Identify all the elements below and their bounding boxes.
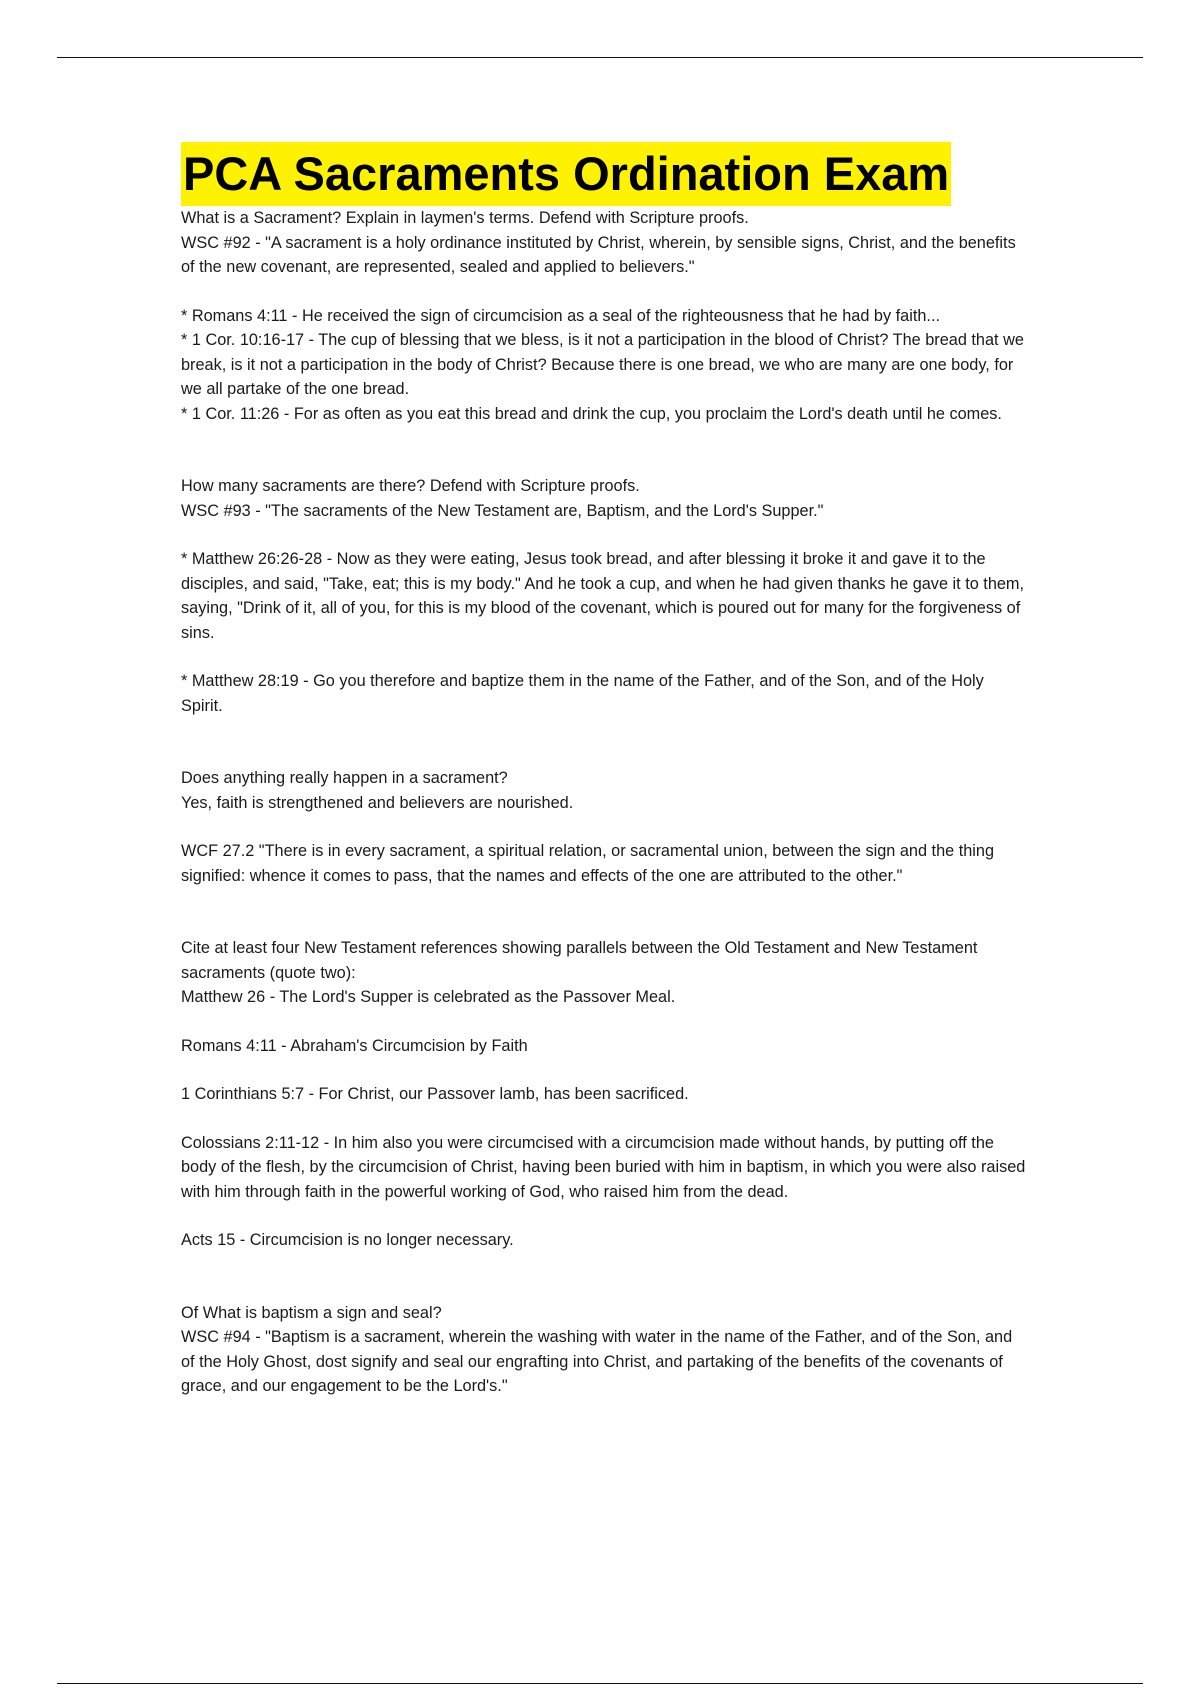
spacer xyxy=(181,426,1026,474)
spacer xyxy=(181,523,1026,547)
answer-text: WSC #94 - "Baptism is a sacrament, wherein the washing with water in the name of the Father, and of the Son, and of the Holy Ghost, dost signify and seal our engrafting into Christ, and partaking of the benefits of the covenants of grace, and our engagement to be the Lord's." xyxy=(181,1328,1017,1395)
scripture-reference: * Matthew 26:26-28 - Now as they were eating, Jesus took bread, and after blessing it broke it and gave it to the disciples, and said, "Take, eat; this is my body." And he took a cup, and when he had given thanks he gave it to them, saying, "Drink of it, all of you, for this is my blood of the covenant, which is poured out for many for the forgiveness of sins. xyxy=(181,550,1029,642)
spacer xyxy=(181,280,1026,304)
spacer xyxy=(181,718,1026,766)
scripture-reference: Colossians 2:11-12 - In him also you were circumcised with a circumcision made without hands, by putting off the body of the flesh, by the circumcision of Christ, having been buried with him in baptism, in which you were also raised with him through faith in the powerful working of God, who raised him from the dead. xyxy=(181,1133,1030,1201)
confession-quote: WCF 27.2 "There is in every sacrament, a spiritual relation, or sacramental union, between the sign and the thing signified: whence it comes to pass, that the names and effects of the one are attributed to the other." xyxy=(181,842,999,885)
bottom-rule xyxy=(57,1683,1143,1684)
spacer xyxy=(181,1253,1026,1301)
question-text: Does anything really happen in a sacrament? xyxy=(181,769,508,787)
scripture-reference: 1 Corinthians 5:7 - For Christ, our Passover lamb, has been sacrificed. xyxy=(181,1085,689,1103)
question-text: Cite at least four New Testament references showing parallels between the Old Testament and New Testament sacraments (quote two): xyxy=(181,939,982,982)
spacer xyxy=(181,1010,1026,1034)
scripture-reference: Romans 4:11 - Abraham's Circumcision by Faith xyxy=(181,1036,528,1055)
answer-text: WSC #92 - "A sacrament is a holy ordinance instituted by Christ, wherein, by sensible signs, Christ, and the benefits of the new covenant, are represented, sealed and applied to believers." xyxy=(181,233,1021,276)
answer-text: Yes, faith is strengthened and believers are nourished. xyxy=(181,793,574,812)
scripture-reference: * Matthew 28:19 - Go you therefore and baptize them in the name of the Father, and of the Son, and of the Holy Spirit. xyxy=(181,672,989,715)
spacer xyxy=(181,1058,1026,1082)
scripture-reference: Acts 15 - Circumcision is no longer necessary. xyxy=(181,1231,514,1249)
spacer xyxy=(181,888,1026,936)
question-text: What is a Sacrament? Explain in laymen's terms. Defend with Scripture proofs. xyxy=(181,209,749,227)
spacer xyxy=(181,645,1026,669)
top-rule xyxy=(57,57,1143,58)
question-text: How many sacraments are there? Defend with Scripture proofs. xyxy=(181,477,640,495)
question-text: Of What is baptism a sign and seal? xyxy=(181,1303,442,1322)
document-title: PCA Sacraments Ordination Exam xyxy=(181,142,951,206)
answer-text: Matthew 26 - The Lord's Supper is celebrated as the Passover Meal. xyxy=(181,988,676,1006)
document-body xyxy=(181,142,1030,1399)
spacer xyxy=(181,1204,1026,1228)
spacer xyxy=(181,815,1026,839)
answer-text: WSC #93 - "The sacraments of the New Testament are, Baptism, and the Lord's Supper." xyxy=(181,501,824,520)
scripture-references: * Romans 4:11 - He received the sign of circumcision as a seal of the righteousness that he had by faith... * 1 Cor. 10:16-17 - The cup of blessing that we bless, is it not a participation in the blood of Christ? The bread that we break, is it not a participation in the body of Christ? Because there is one bread, we who are many are one body, for we all partake of the one bread. * 1 Cor. 11:26 - For as often as you eat this bread and drink the cup, you proclaim the Lord's death until he comes. xyxy=(181,306,1024,423)
spacer xyxy=(181,1107,1026,1131)
